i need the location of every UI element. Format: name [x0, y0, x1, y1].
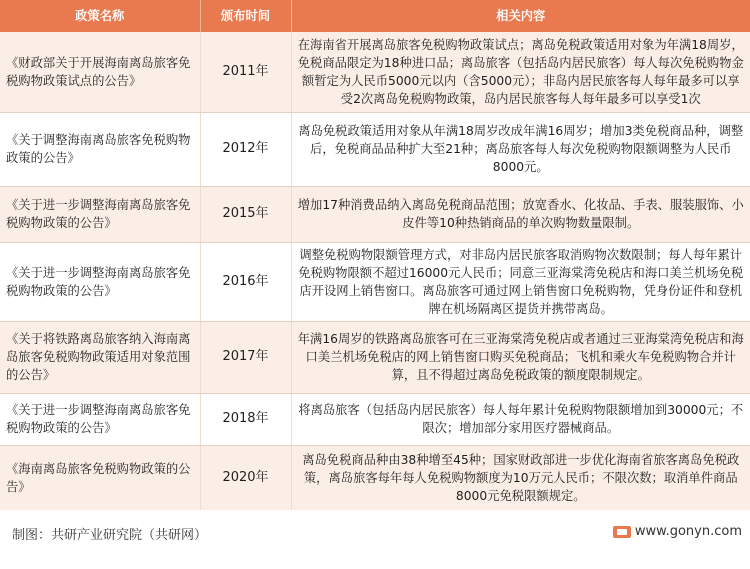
policy-name-cell: 《关于将铁路离岛旅客纳入海南离岛旅客免税购物政策适用对象范围的公告》 [0, 321, 200, 393]
table-header [0, 0, 750, 32]
content-cell: 调整免税购物限额管理方式，对非岛内居民旅客取消购物次数限制；每人每年累计免税购物限额不超过16000元人民币；同意三亚海棠湾免税店和海口美兰机场免税店开设网上销售窗口。离岛旅客可通过网上销售窗口免税购物，凭身份证件和登机牌在机场隔离区提货并携带离岛。 [291, 242, 750, 321]
gonyn-logo-icon [613, 526, 631, 538]
source-caption: 制图：共研产业研究院（共研网） [12, 528, 208, 543]
table-row [0, 242, 750, 321]
table-row [0, 32, 750, 112]
policy-name-cell: 《财政部关于开展海南离岛旅客免税购物政策试点的公告》 [0, 32, 200, 112]
header-policy-name: 政策名称 [0, 0, 200, 32]
site-logo[interactable] [613, 524, 742, 539]
content-cell: 年满16周岁的铁路离岛旅客可在三亚海棠湾免税店或者通过三亚海棠湾免税店和海口美兰机场免税店的网上销售窗口购买免税商品；飞机和乘火车免税购物合并计算，且不得超过离岛免税政策的额度限制规定。 [291, 321, 750, 393]
issue-year-cell: 2015年 [200, 186, 291, 242]
header-row [0, 0, 750, 32]
content-cell: 将离岛旅客（包括岛内居民旅客）每人每年累计免税购物限额增加到30000元；不限次；增加部分家用医疗器械商品。 [291, 393, 750, 445]
table-body [0, 32, 750, 511]
site-url: www.gonyn.com [634, 524, 742, 539]
footer [0, 510, 750, 569]
policy-name-cell: 《关于进一步调整海南离岛旅客免税购物政策的公告》 [0, 393, 200, 445]
policy-name-cell: 《关于进一步调整海南离岛旅客免税购物政策的公告》 [0, 242, 200, 321]
content-cell: 离岛免税政策适用对象从年满18周岁改成年满16周岁；增加3类免税商品种，调整后，免税商品品种扩大至21种；离岛旅客每人每次免税购物限额调整为人民币8000元。 [291, 112, 750, 186]
table-row [0, 112, 750, 186]
table-row [0, 445, 750, 511]
content-cell: 增加17种消费品纳入离岛免税商品范围；放宽香水、化妆品、手表、服装服饰、小皮件等10种热销商品的单次购物数量限制。 [291, 186, 750, 242]
table-row [0, 393, 750, 445]
policy-name-cell: 《海南离岛旅客免税购物政策的公告》 [0, 445, 200, 511]
policy-name-cell: 《关于调整海南离岛旅客免税购物政策的公告》 [0, 112, 200, 186]
header-issue-date: 颁布时间 [200, 0, 291, 32]
issue-year-cell: 2018年 [200, 393, 291, 445]
table-row [0, 321, 750, 393]
header-related-content: 相关内容 [291, 0, 750, 32]
issue-year-cell: 2020年 [200, 445, 291, 511]
content-cell: 在海南省开展离岛旅客免税购物政策试点；离岛免税政策适用对象为年满18周岁，免税商品限定为18种进口品；离岛旅客（包括岛内居民旅客）每人每次免税购物金额暂定为人民币5000元以内（含5000元）；非岛内居民旅客每人每年最多可以享受2次离岛免税购物政策，岛内居民旅客每人每年最多可以享受1次 [291, 32, 750, 112]
content-cell: 离岛免税商品种由38种增至45种；国家财政部进一步优化海南省旅客离岛免税政策，离岛旅客每年每人免税购物额度为10万元人民币；不限次数；取消单件商品8000元免税限额规定。 [291, 445, 750, 511]
issue-year-cell: 2016年 [200, 242, 291, 321]
issue-year-cell: 2011年 [200, 32, 291, 112]
issue-year-cell: 2017年 [200, 321, 291, 393]
issue-year-cell: 2012年 [200, 112, 291, 186]
policy-name-cell: 《关于进一步调整海南离岛旅客免税购物政策的公告》 [0, 186, 200, 242]
table-row [0, 186, 750, 242]
